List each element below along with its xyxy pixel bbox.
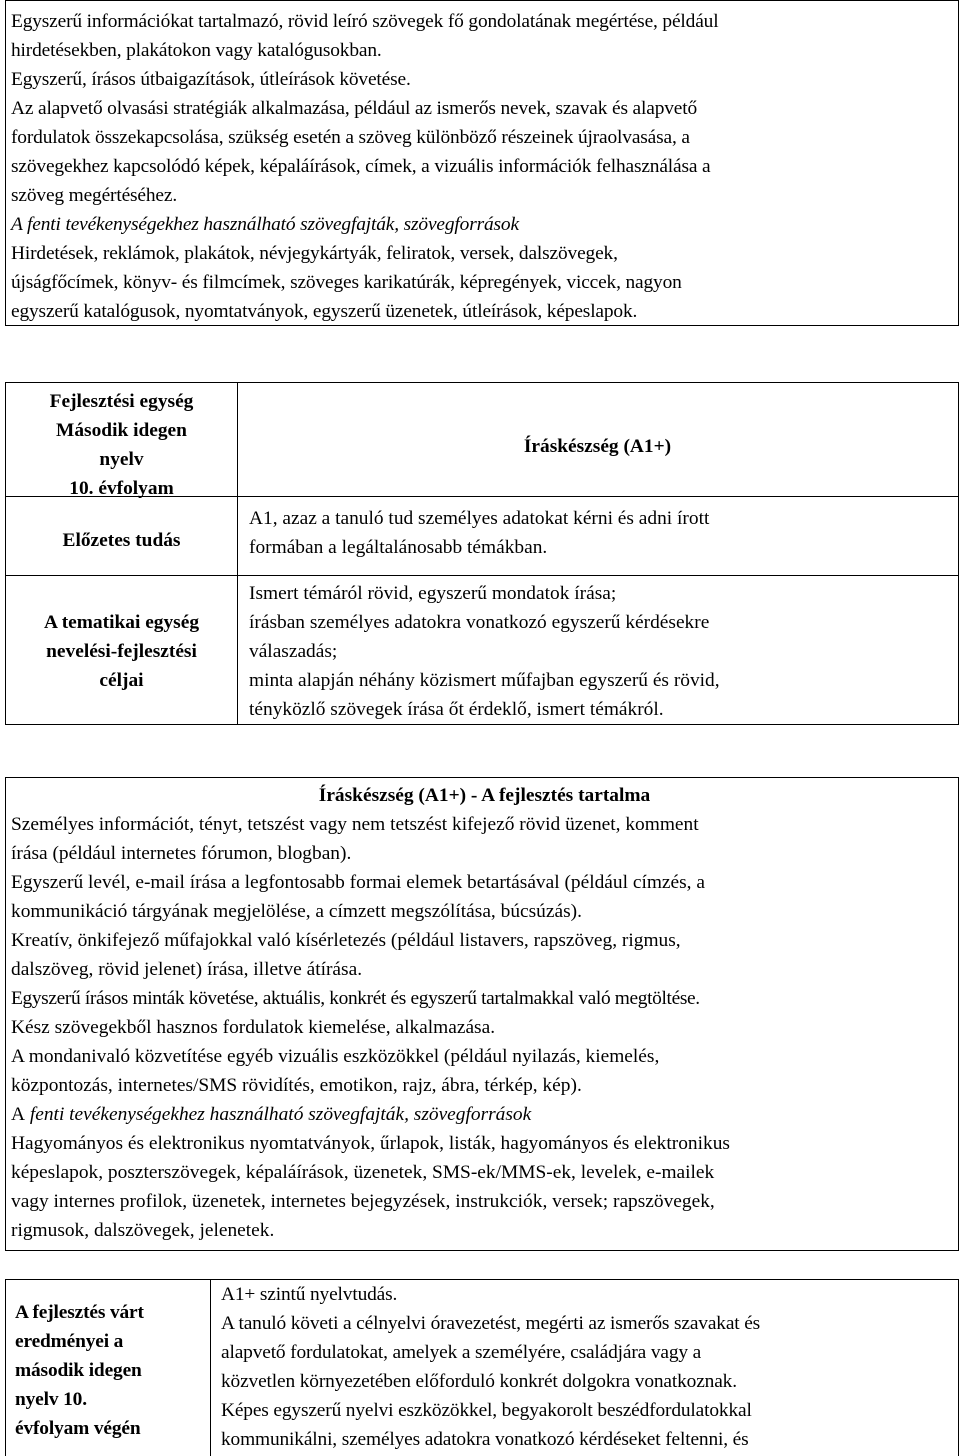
results-line: kommunikálni, személyes adatokra vonatkozó kérdéseket feltenni, és [221, 1429, 749, 1450]
unit-label-cell [6, 387, 237, 503]
content-text-types-line: képeslapok, poszterszövegek, képaláírások, üzenetek, SMS-ek/MMS-ek, levelek, e-mailek [11, 1162, 715, 1183]
intro-line: szövegekhez kapcsolódó képek, képaláírások, címek, a vizuális információk felhasználása a [11, 156, 711, 177]
prior-line: A1, azaz a tanuló tud személyes adatokat kérni és adni írott [249, 508, 710, 529]
content-line: központozás, internetes/SMS rövidítés, emotikon, rajz, ábra, térkép, kép). [11, 1075, 582, 1096]
text-types-heading: A fenti tevékenységekhez használható szövegfajták, szövegforrások [11, 214, 519, 235]
results-line: közvetlen környezetében előforduló konkrét dolgokra vonatkoznak. [221, 1371, 737, 1392]
prior-knowledge-label: Előzetes tudás [62, 530, 181, 551]
content-text-types-line: Hagyományos és elektronikus nyomtatványok, űrlapok, listák, hagyományos és elektronikus [11, 1133, 730, 1154]
column-divider [210, 1280, 211, 1456]
intro-line: szöveg megértéséhez. [11, 185, 178, 206]
content-line: Egyszerű írásos minták követése, aktuális, konkrét és egyszerű tartalmakkal való megtöltése. [11, 988, 700, 1009]
text-types-line: egyszerű katalógusok, nyomtatványok, egyszerű üzenetek, útleírások, képeslapok. [11, 301, 638, 322]
intro-line: Egyszerű, írásos útbaigazítások, útleírások követése. [11, 69, 411, 90]
content-line: A mondanivaló közvetítése egyéb vizuális eszközökkel (például nyilazás, kiemelés, [11, 1046, 660, 1067]
text-types-line: Hirdetések, reklámok, plakátok, névjegykártyák, feliratok, versek, dalszövegek, [11, 243, 618, 264]
results-line: A1+ szintű nyelvtudás. [221, 1284, 398, 1305]
content-line: Kész szövegekből hasznos fordulatok kiemelése, alkalmazása. [11, 1017, 496, 1038]
heading-italic-part: fenti tevékenységekhez használható szövegfajták, szövegforrások [25, 1104, 532, 1125]
goals-line: írásban személyes adatokra vonatkozó egyszerű kérdésekre [249, 612, 710, 633]
content-line: Személyes információt, tényt, tetszést vagy nem tetszést kifejező rövid üzenet, komment [11, 814, 699, 835]
row-divider [6, 575, 958, 576]
unit-label-line: Fejlesztési egység [49, 391, 194, 412]
text-types-line: újságfőcímek, könyv- és filmcímek, szöveges karikatúrák, képregények, viccek, nagyon [11, 272, 682, 293]
intro-line: Egyszerű információkat tartalmazó, rövid leíró szövegek fő gondolatának megértése, például [11, 11, 719, 32]
goals-line: minta alapján néhány közismert műfajban egyszerű és rövid, [249, 670, 720, 691]
development-unit-table [5, 382, 959, 725]
goals-label-cell [6, 608, 237, 695]
goals-line: tényközlő szövegek írása őt érdeklő, ismert témákról. [249, 699, 664, 720]
results-line: A tanuló követi a célnyelvi óravezetést, megérti az ismerős szavakat és [221, 1313, 761, 1334]
prior-line: formában a legáltalánosabb témákban. [249, 537, 548, 558]
expected-results-label [15, 1298, 205, 1443]
goals-line: válaszadás; [249, 641, 338, 662]
content-text-types-line: vagy internes profilok, üzenetek, internetes bejegyzések, instrukciók, versek; rapszövegek, [11, 1191, 715, 1212]
intro-line: Az alapvető olvasási stratégiák alkalmazása, például az ismerős nevek, szavak és alapvető [11, 98, 698, 119]
unit-label-line: nyelv [99, 449, 144, 470]
goals-line: Ismert témáról rövid, egyszerű mondatok írása; [249, 583, 617, 604]
content-line: kommunikáció tárgyának megjelölése, a címzett megszólítása, búcsúzás). [11, 901, 582, 922]
content-line: Kreatív, önkifejező műfajokkal való kísérletezés (például listavers, rapszöveg, rigmus, [11, 930, 681, 951]
results-label-line: második idegen [15, 1360, 142, 1381]
content-text-types-line: rigmusok, dalszövegek, jelenetek. [11, 1220, 275, 1241]
goals-label-line: A tematikai egység [43, 612, 200, 633]
results-label-line: eredményei a [15, 1331, 124, 1352]
development-content-box [5, 777, 959, 1251]
heading-plain-part: A [11, 1104, 26, 1125]
results-line: alapvető fordulatokat, amelyek a személyére, családjára vagy a [221, 1342, 702, 1363]
goals-label-line: céljai [99, 670, 144, 691]
expected-results-text [221, 1280, 760, 1454]
intro-line: hirdetésekben, plakátokon vagy katalógusokban. [11, 40, 382, 61]
unit-label-line: 10. évfolyam [69, 478, 174, 499]
intro-line: fordulatok összekapcsolása, szükség esetén a szöveg különböző részeinek újraolvasása, a [11, 127, 690, 148]
content-line: dalszöveg, rövid jelenet) írása, illetve átírása. [11, 959, 363, 980]
content-line: Egyszerű levél, e-mail írása a legfontosabb formai elemek betartásával (például címzés, a [11, 872, 705, 893]
unit-label-line: Második idegen [56, 420, 187, 441]
expected-results-table [5, 1279, 959, 1456]
content-title: Íráskészség (A1+) - A fejlesztés tartalma [318, 785, 651, 806]
content-text-types-heading [11, 1100, 958, 1129]
content-line: írása (például internetes fórumon, blogban). [11, 843, 352, 864]
results-label-line: nyelv 10. [15, 1389, 87, 1410]
results-line: Képes egyszerű nyelvi eszközökkel, begyakorolt beszédfordulatokkal [221, 1400, 752, 1421]
unit-title: Íráskészség (A1+) [523, 436, 672, 457]
goals-text [249, 579, 720, 724]
reading-skills-box [5, 0, 959, 326]
results-label-line: évfolyam végén [15, 1418, 141, 1439]
prior-knowledge-text [249, 504, 709, 562]
results-label-line: A fejlesztés várt [15, 1302, 144, 1323]
goals-label-line: nevelési-fejlesztési [46, 641, 197, 662]
